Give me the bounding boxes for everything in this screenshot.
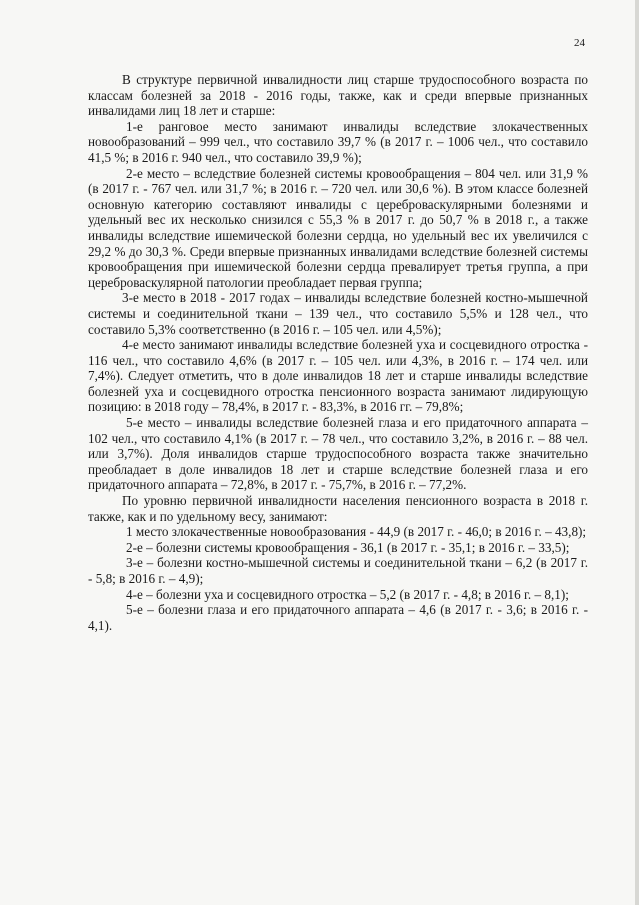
paragraph-level-4: 4-е – болезни уха и сосцевидного отростка – 5,2 (в 2017 г. - 4,8; в 2016 г. – 8,1); [126,586,569,602]
paragraph-intro: В структуре первичной инвалидности лиц старше трудоспособного возраста по классам болезней за 2018 - 2016 годы, также, как и среди впервые признанных инвалидами лиц 18 лет и старше: [88,72,588,119]
page-number: 24 [574,37,585,49]
paragraph-level-intro: По уровню первичной инвалидности населения пенсионного возраста в 2018 г. также, как и по удельному весу, занимают: [88,493,588,524]
paragraph-rank-3: 3-е место в 2018 - 2017 годах – инвалиды вследствие болезней костно-мышечной системы и соединительной ткани – 139 чел., что составило 5,5% и 128 чел., что составило 5,3% соответственно (в 2016 г. – 105 чел. или 4,5%); [88,290,588,337]
paragraph-level-3: 3-е – болезни костно-мышечной системы и соединительной ткани – 6,2 (в 2017 г. - 5,8; в 2016 г. – 4,9); [88,555,588,586]
page-edge-shadow [635,0,639,905]
paragraph-rank-4: 4-е место занимают инвалиды вследствие болезней уха и сосцевидного отростка - 116 чел., что составило 4,6% (в 2017 г. – 105 чел. или 4,3%, в 2016 г. – 174 чел. или 7,4%). Следует отметить, что в доле инвалидов 18 лет и старше инвалиды вследствие болезней уха и сосцевидного отростка пенсионного возраста занимают лидирующую позицию: в 2018 году – 78,4%, в 2017 г. - 83,3%, в 2016 гг. – 79,8%; [88,337,588,415]
document-body [88,72,588,633]
paragraph-rank-2: 2-е место – вследствие болезней системы кровообращения – 804 чел. или 31,9 % (в 2017 г. - 767 чел. или 31,7 %; в 2016 г. – 720 чел. или 30,6 %). В этом классе болезней основную категорию составляют инвалиды с цереброваскулярными болезнями и удельный вес их несколько снизился с 55,3 % в 2017 г. до 50,7 % в 2018 г., а также инвалиды вследствие ишемической болезни сердца, но удельный вес их увеличился с 29,2 % до 30,3 %. Среди впервые признанных инвалидами вследствие болезней системы кровообращения при ишемической болезни сердца превалирует третья группа, а при цереброваскулярной патологии преобладает первая группа; [88,165,588,290]
paragraph-rank-5: 5-е место – инвалиды вследствие болезней глаза и его придаточного аппарата – 102 чел., что составило 4,1% (в 2017 г. – 78 чел., что составило 3,2%, в 2016 г. – 88 чел. или 3,7%). Доля инвалидов старше трудоспособного возраста также значительно преобладает в доле инвалидов 18 лет и старше вследствие болезней глаза и его придаточного аппарата – 72,8%, в 2017 г. - 75,7%, в 2016 г. – 77,2%. [88,415,588,493]
paragraph-level-5: 5-е – болезни глаза и его придаточного аппарата – 4,6 (в 2017 г. - 3,6; в 2016 г. - 4,1). [88,602,588,633]
paragraph-level-1: 1 место злокачественные новообразования - 44,9 (в 2017 г. - 46,0; в 2016 г. – 43,8); [126,524,587,540]
paragraph-rank-1: 1-е ранговое место занимают инвалиды вследствие злокачественных новообразований – 999 чел., что составило 39,7 % (в 2017 г. – 1006 чел., что составило 41,5 %; в 2016 г. 940 чел., что составило 39,9 %); [88,118,588,165]
paragraph-level-2: 2-е – болезни системы кровообращения - 36,1 (в 2017 г. - 35,1; в 2016 г. – 33,5); [126,539,570,555]
